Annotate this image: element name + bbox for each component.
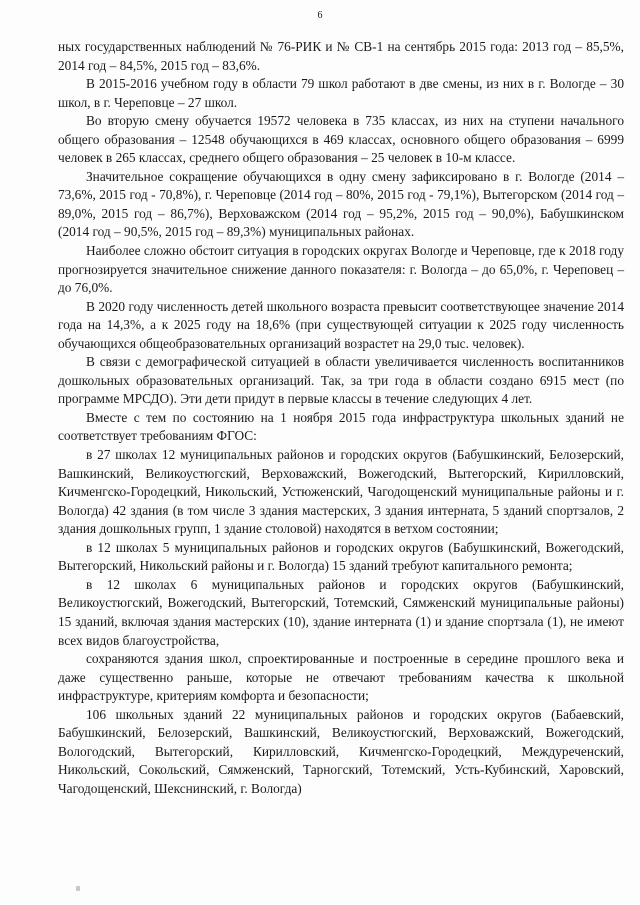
list-item: в 12 школах 6 муниципальных районов и городских округов (Бабушкинский, Великоустюгский, Вожегодский, Вытегорский, Тотемский, Сямженский муниципальные районы) 15 зданий, включая здания мастерских (10), здание интерната (1) и здание спортзала (1), не имеют всех видов благоустройства, — [58, 576, 624, 648]
list-item: сохраняются здания школ, спроектированные и построенные в середине прошлого века и даже существенно раньше, которые не отвечают требованиям качества к школьной инфраструктуре, критериям комфорта и безопасности; — [58, 651, 624, 704]
paragraph: ных государственных наблюдений № 76-РИК и № СВ-1 на сентябрь 2015 года: 2013 год – 85,5%, 2014 год – 84,5%, 2015 год – 83,6%. — [58, 39, 624, 73]
list-item: 106 школьных зданий 22 муниципальных районов и городских округов (Бабаевский, Бабушкинский, Белозерский, Вашкинский, Великоустюгский, Верховажский, Вожегодский, Вологодский, Вытегорский, Кирилловский, Кичменгско-Городецкий, Междуреченский, Никольский, Сокольский, Сямженский, Тарногский, Тотемский, Усть-Кубинский, Харовский, Чагодощенский, Шекснинский, г. Вологда) — [58, 706, 624, 796]
paragraph: Значительное сокращение обучающихся в одну смену зафиксировано в г. Вологде (2014 – 73,6%, 2015 год - 70,8%), г. Череповце (2014 год – 80%, 2015 год - 79,1%), Вытегорском (2014 год – 89,0%, 2015 год – 86,7%), Верховажском (2014 год – 95,2%, 2015 год – 90,0%), Бабушкинском (2014 год – 90,5%, 2015 год – 89,3%) муниципальных районах. — [58, 168, 624, 240]
paragraph: Вместе с тем по состоянию на 1 ноября 2015 года инфраструктура школьных зданий не соответствует требованиям ФГОС: — [58, 409, 624, 444]
paragraph: Наиболее сложно обстоит ситуация в городских округах Вологде и Череповце, где к 2018 году прогнозируется значительное снижение данного показателя: г. Вологда – до 65,0%, г. Череповец – до 76,0%. — [58, 243, 624, 296]
paragraph: Во вторую смену обучается 19572 человека в 735 классах, из них на ступени начального общего образования – 12548 обучающихся в 469 классах, основного общего образования – 6999 человек в 265 классах, среднего общего образования – 25 человек в 10-м классе. — [58, 113, 624, 166]
paragraph: В 2015-2016 учебном году в области 79 школ работают в две смены, из них в г. Вологде – 30 школ, в г. Череповце – 27 школ. — [58, 76, 624, 110]
document-body — [58, 38, 624, 798]
scan-mark — [76, 886, 80, 891]
list-item: в 27 школах 12 муниципальных районов и городских округов (Бабушкинский, Белозерский, Вашкинский, Великоустюгский, Верховажский, Вожегодский, Вытегорский, Кирилловский, Кичменгско-Городецкий, Никольский, Устюженский, Чагодощенский муниципальные районы и г. Вологда) 42 здания (в том числе 3 здания мастерских, 3 здания интерната, 5 зданий спортзалов, 2 здания дошкольных групп, 1 здание столовой) находятся в ветхом состоянии; — [58, 447, 624, 537]
list-item: в 12 школах 5 муниципальных районов и городских округов (Бабушкинский, Вожегодский, Вытегорский, Никольский районы и г. Вологда) 15 зданий требуют капитального ремонта; — [58, 539, 624, 574]
page-number: 6 — [317, 10, 323, 21]
paragraph: В связи с демографической ситуацией в области увеличивается численность воспитанников дошкольных образовательных организаций. Так, за три года в области создано 6915 мест (по программе МРСДО). Эти дети придут в первые классы в течение следующих 4 лет. — [58, 354, 624, 407]
paragraph: В 2020 году численность детей школьного возраста превысит соответствующее значение 2014 года на 14,3%, а к 2025 году на 18,6% (при существующей ситуации к 2025 году численность обучающихся общеобразовательных организаций возрастет на 29,0 тыс. человек). — [58, 298, 624, 351]
